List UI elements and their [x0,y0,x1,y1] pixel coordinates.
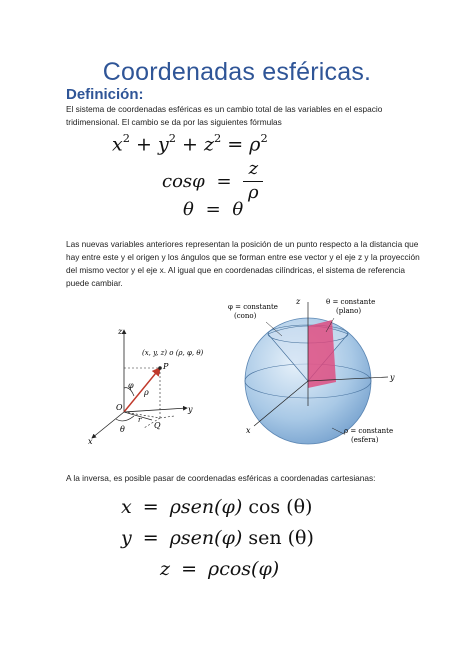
equation-theta [183,199,243,220]
label-O: O [116,403,123,412]
label-y-right: y [390,373,395,382]
y-axis [124,408,187,412]
eq4-equals: = [142,496,159,518]
rho-vector [124,368,160,412]
eq1-y: y [157,133,169,156]
equation-squares [112,131,268,156]
eq2-denominator: ρ [248,182,259,204]
eq1-plus-2: + [182,133,198,156]
dash-y [160,416,174,418]
label-point: (x, y, z) o (ρ, φ, θ) [142,349,204,357]
eq1-rho: ρ [249,133,261,156]
spherical-coordinates-diagram [82,322,212,450]
equation-cosphi [162,160,263,203]
intro-paragraph: El sistema de coordenadas esféricas es un cambio total de las variables en el espacio tridimensional. El cambio se da por las siguientes fórmulas [66,104,383,127]
eq5-lhs: y [121,527,132,549]
eq4-rhs-b: cos (θ) [248,496,313,518]
eq5-rhs-a: ρsen(φ) [169,527,243,549]
eq1-exp-y: 2 [168,131,176,145]
eq6-lhs: z [160,558,171,580]
eq2-fraction [243,160,263,203]
label-z: z [118,327,123,336]
label-Q: Q [154,421,161,430]
label-P: P [163,362,169,371]
eq1-z: z [203,133,214,156]
description-paragraph: Las nuevas variables anteriores representan la posición de un punto respecto a la distancia que hay entre este y el origen y los ángulos que se forman entre ese vector y el eje z y la proyección del mismo vector y el eje x. Al igual que en coordenadas cilíndricas, el sistema de referencia puede cambiar. [66,239,420,288]
equation-z [160,558,279,580]
label-plano: (plano) [336,307,362,315]
equation-x [121,496,312,518]
label-theta-const: θ = constante [326,298,376,306]
coordinate-surfaces-diagram [226,296,401,456]
eq1-x: x [112,133,123,156]
label-phi: φ [128,381,134,390]
point-P [158,366,162,370]
label-theta: θ [120,425,125,434]
label-z-right: z [296,297,301,306]
inverse-paragraph: A la inversa, es posible pasar de coordenadas esféricas a coordenadas cartesianas: [66,473,376,483]
eq2-numerator: z [248,158,259,179]
label-phi-const: φ = constante [228,303,278,311]
page-title: Coordenadas esféricas. [102,58,372,86]
eq2-lhs: cosφ [162,171,205,193]
eq6-equals: = [181,558,197,580]
eq2-equals: = [216,171,232,193]
eq3-lhs: θ [183,199,194,220]
eq3-rhs: θ [232,199,244,220]
eq3-equals: = [205,199,221,220]
eq1-plus-1: + [136,133,152,156]
label-x: x [88,437,93,446]
label-y: y [188,405,193,414]
label-esfera: (esfera) [351,436,379,444]
eq4-rhs-a: ρsen(φ) [169,496,243,518]
eq5-equals: = [142,527,159,549]
definition-heading: Definición: [66,86,144,103]
label-cono: (cono) [234,312,257,320]
label-rho-const: ρ = constante [344,427,394,435]
label-r: r [138,416,142,424]
label-x-right: x [246,426,251,435]
eq1-exp-z: 2 [214,131,222,145]
equation-y [121,527,314,549]
eq1-equals: = [227,133,244,156]
eq1-exp-x: 2 [122,131,130,145]
label-rho: ρ [144,388,149,397]
eq1-exp-rho: 2 [260,131,268,145]
eq5-rhs-b: sen (θ) [248,527,314,549]
eq6-rhs: ρcos(φ) [208,558,280,580]
eq4-lhs: x [121,496,132,518]
plane [308,320,336,388]
